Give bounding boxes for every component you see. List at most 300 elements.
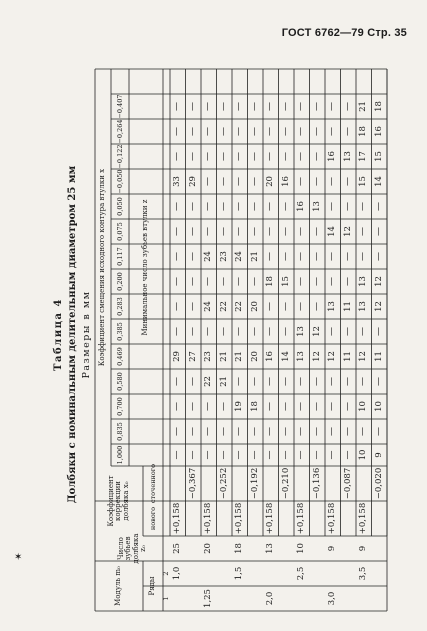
min-teeth-value: — xyxy=(234,177,245,186)
min-teeth-value: 14 xyxy=(280,351,291,362)
min-teeth-value: — xyxy=(296,402,307,411)
min-teeth-value: — xyxy=(234,327,245,336)
min-teeth-value: — xyxy=(265,450,276,460)
min-teeth-value: — xyxy=(234,127,245,136)
min-teeth-value: 12 xyxy=(373,276,384,287)
worn-coefficient-value xyxy=(201,466,217,501)
min-teeth-value: — xyxy=(187,102,198,111)
x-column-header: 0,283 xyxy=(115,297,124,316)
min-teeth-value: — xyxy=(265,377,276,386)
teeth-value xyxy=(279,536,295,561)
min-teeth-value: 21 xyxy=(249,251,260,262)
min-teeth-value: — xyxy=(373,427,384,436)
min-teeth-value: — xyxy=(373,327,384,336)
min-teeth-value: — xyxy=(358,227,369,236)
x-column-header: −0,264 xyxy=(115,119,124,144)
min-teeth-header: Минимальное число зубьев втулки z xyxy=(141,199,150,336)
min-teeth-value: — xyxy=(296,252,307,261)
min-teeth-value: — xyxy=(172,227,183,236)
min-teeth-value: — xyxy=(203,152,214,161)
min-teeth-value: 18 xyxy=(373,101,384,112)
min-teeth-value: 21 xyxy=(218,376,229,387)
min-teeth-value: — xyxy=(234,227,245,236)
module-row1-value xyxy=(310,586,326,611)
worn-coefficient-value: −0,367 xyxy=(187,467,198,500)
min-teeth-value: 12 xyxy=(311,326,322,337)
stray-mark: ✶ xyxy=(14,552,23,563)
module-row1-value: 3,0 xyxy=(327,591,338,606)
min-teeth-value: — xyxy=(249,177,260,186)
shift-header: Коэффициент смещения исходного контура втулки x xyxy=(98,168,107,367)
min-teeth-value: 9 xyxy=(373,452,384,458)
min-teeth-value: — xyxy=(218,177,229,186)
table-number: Таблица 4 xyxy=(53,298,64,371)
min-teeth-value: — xyxy=(234,277,245,286)
min-teeth-value: — xyxy=(249,127,260,136)
min-teeth-value: — xyxy=(373,202,384,211)
min-teeth-value: — xyxy=(358,377,369,386)
min-teeth-value: — xyxy=(234,202,245,211)
teeth-header: Число зубьев долбяка z₀ xyxy=(116,533,147,564)
min-teeth-value: — xyxy=(218,227,229,236)
min-teeth-value: — xyxy=(311,252,322,261)
module-row1-value xyxy=(186,586,202,611)
min-teeth-value: — xyxy=(296,127,307,136)
min-teeth-value: 27 xyxy=(187,351,198,362)
min-teeth-value: — xyxy=(265,152,276,161)
teeth-value xyxy=(248,536,264,561)
min-teeth-value: — xyxy=(172,252,183,261)
min-teeth-value: — xyxy=(203,327,214,336)
min-teeth-value: — xyxy=(296,450,307,460)
min-teeth-value: 12 xyxy=(311,351,322,362)
min-teeth-value: — xyxy=(373,252,384,261)
min-teeth-value: — xyxy=(342,177,353,186)
min-teeth-value: — xyxy=(280,327,291,336)
min-teeth-value: 24 xyxy=(203,251,214,262)
min-teeth-value: — xyxy=(187,377,198,386)
row-2-header: 2 xyxy=(162,571,171,576)
min-teeth-value: — xyxy=(342,427,353,436)
teeth-value xyxy=(186,536,202,561)
module-row2-value: 3,5 xyxy=(358,566,369,581)
min-teeth-value: — xyxy=(218,427,229,436)
min-teeth-value: — xyxy=(342,202,353,211)
min-teeth-value: — xyxy=(218,277,229,286)
min-teeth-value: — xyxy=(296,277,307,286)
module-row2-value: 2,5 xyxy=(296,566,307,581)
min-teeth-value: — xyxy=(327,277,338,286)
worn-coefficient-value: −0,020 xyxy=(373,467,384,500)
min-teeth-value: — xyxy=(280,252,291,261)
min-teeth-value: — xyxy=(187,427,198,436)
min-teeth-value: — xyxy=(172,377,183,386)
min-teeth-value: — xyxy=(342,127,353,136)
new-coefficient-value xyxy=(310,501,326,536)
row-header: Ряды xyxy=(148,576,157,596)
new-coefficient-value: +0,158 xyxy=(265,502,276,535)
min-teeth-value: — xyxy=(327,177,338,186)
min-teeth-value: — xyxy=(280,227,291,236)
min-teeth-value: — xyxy=(172,302,183,311)
min-teeth-value: — xyxy=(280,102,291,111)
min-teeth-value: 13 xyxy=(358,301,369,312)
teeth-value: 18 xyxy=(234,543,245,554)
table-units: Размеры в мм xyxy=(81,290,92,379)
module-row1-value xyxy=(232,586,248,611)
min-teeth-value: 20 xyxy=(265,176,276,187)
min-teeth-value: — xyxy=(187,202,198,211)
min-teeth-value: — xyxy=(296,427,307,436)
teeth-value: 9 xyxy=(327,545,338,552)
min-teeth-value: — xyxy=(311,450,322,460)
worn-coefficient-value: −0,192 xyxy=(249,467,260,500)
min-teeth-value: — xyxy=(172,102,183,111)
new-coefficient-value: +0,158 xyxy=(327,502,338,535)
min-teeth-value: 11 xyxy=(342,351,353,362)
x-column-header: 0,469 xyxy=(115,347,124,366)
min-teeth-value: 13 xyxy=(296,326,307,337)
min-teeth-value: — xyxy=(311,102,322,111)
module-row2-value: 1,0 xyxy=(172,566,183,581)
min-teeth-value: 24 xyxy=(203,301,214,312)
new-coefficient-value xyxy=(186,501,202,536)
min-teeth-value: — xyxy=(218,327,229,336)
page-header: ГОСТ 6762—79 Стр. 35 xyxy=(281,27,407,39)
min-teeth-value: 13 xyxy=(327,301,338,312)
min-teeth-value: 11 xyxy=(373,351,384,362)
module-row2-value xyxy=(248,561,264,586)
min-teeth-value: — xyxy=(265,202,276,211)
module-row1-value xyxy=(372,586,388,611)
min-teeth-value: — xyxy=(249,277,260,286)
min-teeth-value: 23 xyxy=(203,351,214,362)
min-teeth-value: — xyxy=(296,302,307,311)
module-row2-value xyxy=(310,561,326,586)
min-teeth-value: — xyxy=(187,252,198,261)
min-teeth-value: 15 xyxy=(280,276,291,287)
min-teeth-value: — xyxy=(280,302,291,311)
min-teeth-value: 29 xyxy=(187,176,198,187)
x-column-header: 0,700 xyxy=(115,397,124,416)
min-teeth-value: — xyxy=(187,402,198,411)
min-teeth-value: 13 xyxy=(342,151,353,162)
module-row1-value: 1,25 xyxy=(203,589,214,608)
min-teeth-value: — xyxy=(327,127,338,136)
min-teeth-value: — xyxy=(234,427,245,436)
x-column-header: 0,050 xyxy=(115,197,124,216)
module-row1-value xyxy=(170,586,186,611)
min-teeth-value: — xyxy=(265,402,276,411)
min-teeth-value: — xyxy=(311,302,322,311)
min-teeth-value: — xyxy=(342,402,353,411)
min-teeth-value: — xyxy=(203,427,214,436)
min-teeth-value: 15 xyxy=(358,176,369,187)
min-teeth-value: — xyxy=(187,277,198,286)
module-row2-value xyxy=(341,561,357,586)
min-teeth-value: 14 xyxy=(327,226,338,237)
new-coefficient-value: +0,158 xyxy=(172,502,183,535)
min-teeth-value: — xyxy=(342,450,353,460)
min-teeth-value: — xyxy=(296,227,307,236)
min-teeth-value: — xyxy=(311,427,322,436)
min-teeth-value: — xyxy=(249,427,260,436)
min-teeth-value: — xyxy=(327,252,338,261)
module-row2-value xyxy=(279,561,295,586)
row-1-header: 1 xyxy=(162,596,171,601)
min-teeth-value: — xyxy=(172,277,183,286)
teeth-value xyxy=(310,536,326,561)
module-row1-value xyxy=(356,586,372,611)
min-teeth-value: — xyxy=(187,327,198,336)
min-teeth-value: 33 xyxy=(172,176,183,187)
min-teeth-value: — xyxy=(342,277,353,286)
x-column-header: 0,117 xyxy=(115,247,124,266)
min-teeth-value: — xyxy=(280,127,291,136)
new-coefficient-value xyxy=(372,501,388,536)
min-teeth-value: — xyxy=(249,327,260,336)
min-teeth-value: — xyxy=(187,450,198,460)
module-row1-value xyxy=(341,586,357,611)
worn-coefficient-value xyxy=(325,466,341,501)
worn-coefficient-value xyxy=(294,466,310,501)
x-column-header: −0,050 xyxy=(115,169,124,194)
min-teeth-value: — xyxy=(265,302,276,311)
min-teeth-value: — xyxy=(311,152,322,161)
min-teeth-value: — xyxy=(172,427,183,436)
new-coefficient-value: +0,158 xyxy=(358,502,369,535)
min-teeth-value: — xyxy=(218,450,229,460)
min-teeth-value: — xyxy=(358,327,369,336)
min-teeth-value: — xyxy=(187,302,198,311)
min-teeth-value: — xyxy=(311,127,322,136)
x-column-header: 0,580 xyxy=(115,372,124,391)
module-row2-value xyxy=(217,561,233,586)
min-teeth-value: — xyxy=(203,102,214,111)
min-teeth-value: 23 xyxy=(218,251,229,262)
worn-coefficient-value xyxy=(170,466,186,501)
min-teeth-value: — xyxy=(342,252,353,261)
min-teeth-value: — xyxy=(172,402,183,411)
min-teeth-value: — xyxy=(342,327,353,336)
min-teeth-value: 20 xyxy=(249,301,260,312)
min-teeth-value: 22 xyxy=(203,376,214,387)
min-teeth-value: — xyxy=(280,427,291,436)
module-row2-value xyxy=(263,561,279,586)
new-coefficient-value xyxy=(217,501,233,536)
min-teeth-value: — xyxy=(234,450,245,460)
min-teeth-value: — xyxy=(327,377,338,386)
min-teeth-value: — xyxy=(280,450,291,460)
min-teeth-value: — xyxy=(265,102,276,111)
min-teeth-value: 18 xyxy=(249,401,260,412)
min-teeth-value: 22 xyxy=(234,301,245,312)
rotated-table-page xyxy=(45,50,395,619)
min-teeth-value: — xyxy=(218,127,229,136)
min-teeth-value: — xyxy=(296,377,307,386)
x-column-header: −0,122 xyxy=(115,144,124,169)
min-teeth-value: 10 xyxy=(358,449,369,461)
min-teeth-value: — xyxy=(172,450,183,460)
min-teeth-value: 18 xyxy=(265,276,276,287)
table-caption: Долбяки с номинальным делительным диаметром 25 мм xyxy=(67,165,78,504)
min-teeth-value: 15 xyxy=(373,151,384,162)
min-teeth-value: 16 xyxy=(280,176,291,187)
min-teeth-value: — xyxy=(203,177,214,186)
module-row1-value xyxy=(294,586,310,611)
module-row2-value: 1,5 xyxy=(234,566,245,581)
min-teeth-value: — xyxy=(265,252,276,261)
min-teeth-value: — xyxy=(373,227,384,236)
min-teeth-value: — xyxy=(172,327,183,336)
worn-coefficient-value: −0,136 xyxy=(311,467,322,500)
module-row1-value: 2,0 xyxy=(265,591,276,606)
min-teeth-value: 24 xyxy=(234,251,245,262)
teeth-value: 9 xyxy=(358,545,369,552)
min-teeth-value: — xyxy=(358,252,369,261)
min-teeth-value: — xyxy=(311,402,322,411)
x-column-header: 0,200 xyxy=(115,272,124,291)
min-teeth-value: — xyxy=(280,202,291,211)
min-teeth-value: 12 xyxy=(342,226,353,237)
min-teeth-value: — xyxy=(327,402,338,411)
min-teeth-value: 11 xyxy=(342,301,353,312)
min-teeth-value: 16 xyxy=(327,151,338,162)
module-row1-value xyxy=(248,586,264,611)
teeth-value xyxy=(217,536,233,561)
x-column-header: 0,835 xyxy=(115,422,124,441)
min-teeth-value: — xyxy=(311,227,322,236)
min-teeth-value: — xyxy=(203,450,214,460)
min-teeth-value: — xyxy=(187,152,198,161)
min-teeth-value: 16 xyxy=(296,201,307,212)
coefficient-header: Коэффициент коррекции долбяка x₀ xyxy=(106,475,130,527)
worn-coefficient-value: −0,252 xyxy=(218,467,229,500)
min-teeth-value: 16 xyxy=(265,351,276,362)
min-teeth-value: — xyxy=(327,102,338,111)
min-teeth-value: — xyxy=(311,277,322,286)
teeth-value xyxy=(372,536,388,561)
module-row2-value xyxy=(325,561,341,586)
min-teeth-value: — xyxy=(327,202,338,211)
min-teeth-value: — xyxy=(280,377,291,386)
min-teeth-value: — xyxy=(280,152,291,161)
min-teeth-value: 12 xyxy=(327,351,338,362)
min-teeth-value: 22 xyxy=(218,301,229,312)
min-teeth-value: — xyxy=(265,227,276,236)
min-teeth-value: 10 xyxy=(358,401,369,412)
min-teeth-value: — xyxy=(172,202,183,211)
min-teeth-value: — xyxy=(249,227,260,236)
min-teeth-value: 16 xyxy=(373,126,384,137)
min-teeth-value: — xyxy=(203,277,214,286)
min-teeth-value: 13 xyxy=(358,276,369,287)
min-teeth-value: 18 xyxy=(358,126,369,137)
x-column-header: 0,075 xyxy=(115,222,124,241)
min-teeth-value: — xyxy=(249,450,260,460)
min-teeth-value: — xyxy=(265,427,276,436)
teeth-value xyxy=(341,536,357,561)
min-teeth-value: — xyxy=(373,377,384,386)
teeth-value: 20 xyxy=(203,543,214,554)
min-teeth-value: — xyxy=(280,402,291,411)
min-teeth-value: — xyxy=(342,377,353,386)
new-coefficient-value xyxy=(341,501,357,536)
min-teeth-value: 13 xyxy=(311,201,322,212)
new-header: нового xyxy=(148,506,157,531)
teeth-value: 13 xyxy=(265,543,276,554)
min-teeth-value: — xyxy=(296,177,307,186)
min-teeth-value: — xyxy=(342,102,353,111)
min-teeth-value: — xyxy=(327,450,338,460)
min-teeth-value: — xyxy=(311,177,322,186)
min-teeth-value: — xyxy=(234,377,245,386)
module-row1-value xyxy=(279,586,295,611)
min-teeth-value: — xyxy=(203,402,214,411)
min-teeth-value: — xyxy=(187,127,198,136)
module-row1-value xyxy=(217,586,233,611)
new-coefficient-value xyxy=(248,501,264,536)
min-teeth-value: 17 xyxy=(358,151,369,162)
min-teeth-value: — xyxy=(311,377,322,386)
module-header: Модуль m₀ xyxy=(114,566,123,606)
min-teeth-value: — xyxy=(218,152,229,161)
min-teeth-value: — xyxy=(358,427,369,436)
min-teeth-value: — xyxy=(234,102,245,111)
min-teeth-value: — xyxy=(265,327,276,336)
min-teeth-value: 29 xyxy=(172,351,183,362)
min-teeth-value: 13 xyxy=(296,351,307,362)
module-row2-value xyxy=(186,561,202,586)
min-teeth-value: — xyxy=(172,152,183,161)
x-column-header: 1,000 xyxy=(115,445,124,465)
min-teeth-value: — xyxy=(249,202,260,211)
worn-coefficient-value xyxy=(232,466,248,501)
teeth-value: 25 xyxy=(172,543,183,554)
min-teeth-value: 21 xyxy=(218,351,229,362)
min-teeth-value: — xyxy=(203,127,214,136)
x-column-header: −0,407 xyxy=(115,94,124,119)
min-teeth-value: — xyxy=(327,327,338,336)
module-row2-value xyxy=(201,561,217,586)
worn-coefficient-value: −0,210 xyxy=(280,467,291,500)
min-teeth-value: — xyxy=(265,127,276,136)
module-row2-value xyxy=(372,561,388,586)
min-teeth-value: — xyxy=(203,227,214,236)
min-teeth-value: 10 xyxy=(373,401,384,412)
worn-header: сточенного xyxy=(148,463,157,504)
min-teeth-value: — xyxy=(187,227,198,236)
min-teeth-value: — xyxy=(296,152,307,161)
worn-coefficient-value xyxy=(263,466,279,501)
min-teeth-value: 21 xyxy=(358,101,369,112)
worn-coefficient-value xyxy=(356,466,372,501)
min-teeth-value: 12 xyxy=(373,301,384,312)
worn-coefficient-value: −0,087 xyxy=(342,467,353,500)
min-teeth-value: — xyxy=(249,152,260,161)
new-coefficient-value: +0,158 xyxy=(234,502,245,535)
min-teeth-value: — xyxy=(218,102,229,111)
min-teeth-value: — xyxy=(203,202,214,211)
min-teeth-value: — xyxy=(327,427,338,436)
min-teeth-value: — xyxy=(296,102,307,111)
min-teeth-value: 12 xyxy=(358,351,369,362)
min-teeth-value: — xyxy=(249,102,260,111)
min-teeth-value: — xyxy=(172,127,183,136)
new-coefficient-value xyxy=(279,501,295,536)
min-teeth-value: — xyxy=(249,377,260,386)
new-coefficient-value: +0,158 xyxy=(296,502,307,535)
